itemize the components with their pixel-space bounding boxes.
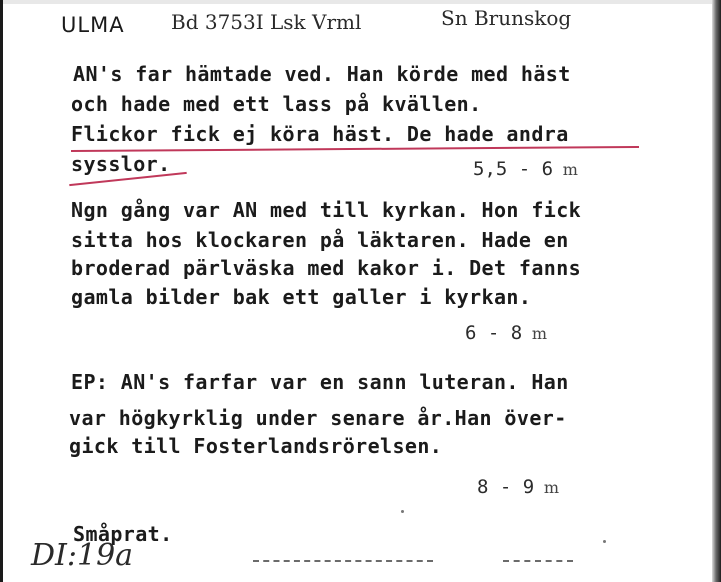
ink-speck (401, 510, 404, 513)
text-line: EP: AN's farfar var en sann luteran. Han (71, 370, 569, 394)
reference-info: Bd 3753I Lsk Vrml (171, 10, 362, 34)
ink-speck (603, 540, 606, 543)
time-unit: m (543, 478, 560, 497)
dotted-mark (503, 560, 573, 562)
handwritten-signature: DI:19a (31, 538, 134, 573)
text-line: broderad pärlväska med kakor i. Det fanns (71, 256, 582, 280)
time-stamp (477, 476, 559, 498)
time-stamp (465, 322, 547, 344)
time-stamp (473, 158, 578, 180)
text-line: sysslor. (71, 152, 171, 176)
archive-stamp: ULMA (61, 13, 125, 37)
text-line: Småprat. (73, 522, 173, 546)
card-top-edge (3, 0, 715, 4)
dotted-mark (253, 560, 433, 562)
text-line: AN's far hämtade ved. Han körde med häst (73, 62, 571, 86)
scan-edge-shadow (712, 0, 721, 582)
time-range: 8 - 9 (477, 476, 535, 498)
parish-name: Sn Brunskog (441, 6, 572, 30)
time-range: 5,5 - 6 (473, 158, 554, 180)
text-line: Ngn gång var AN med till kyrkan. Hon fick (71, 198, 582, 222)
time-range: 6 - 8 (465, 322, 523, 344)
text-line: gamla bilder bak ett galler i kyrkan. (71, 285, 532, 309)
text-line: och hade med ett lass på kvällen. (71, 92, 482, 116)
text-line: Flickor fick ej köra häst. De hade andra (71, 122, 569, 146)
time-unit: m (562, 160, 578, 179)
text-line: var högkyrklig under senare år.Han över- (69, 406, 567, 430)
text-line: gick till Fosterlandsrörelsen. (69, 434, 443, 458)
time-unit: m (531, 324, 548, 343)
text-line: sitta hos klockaren på läktaren. Hade en (71, 228, 569, 252)
